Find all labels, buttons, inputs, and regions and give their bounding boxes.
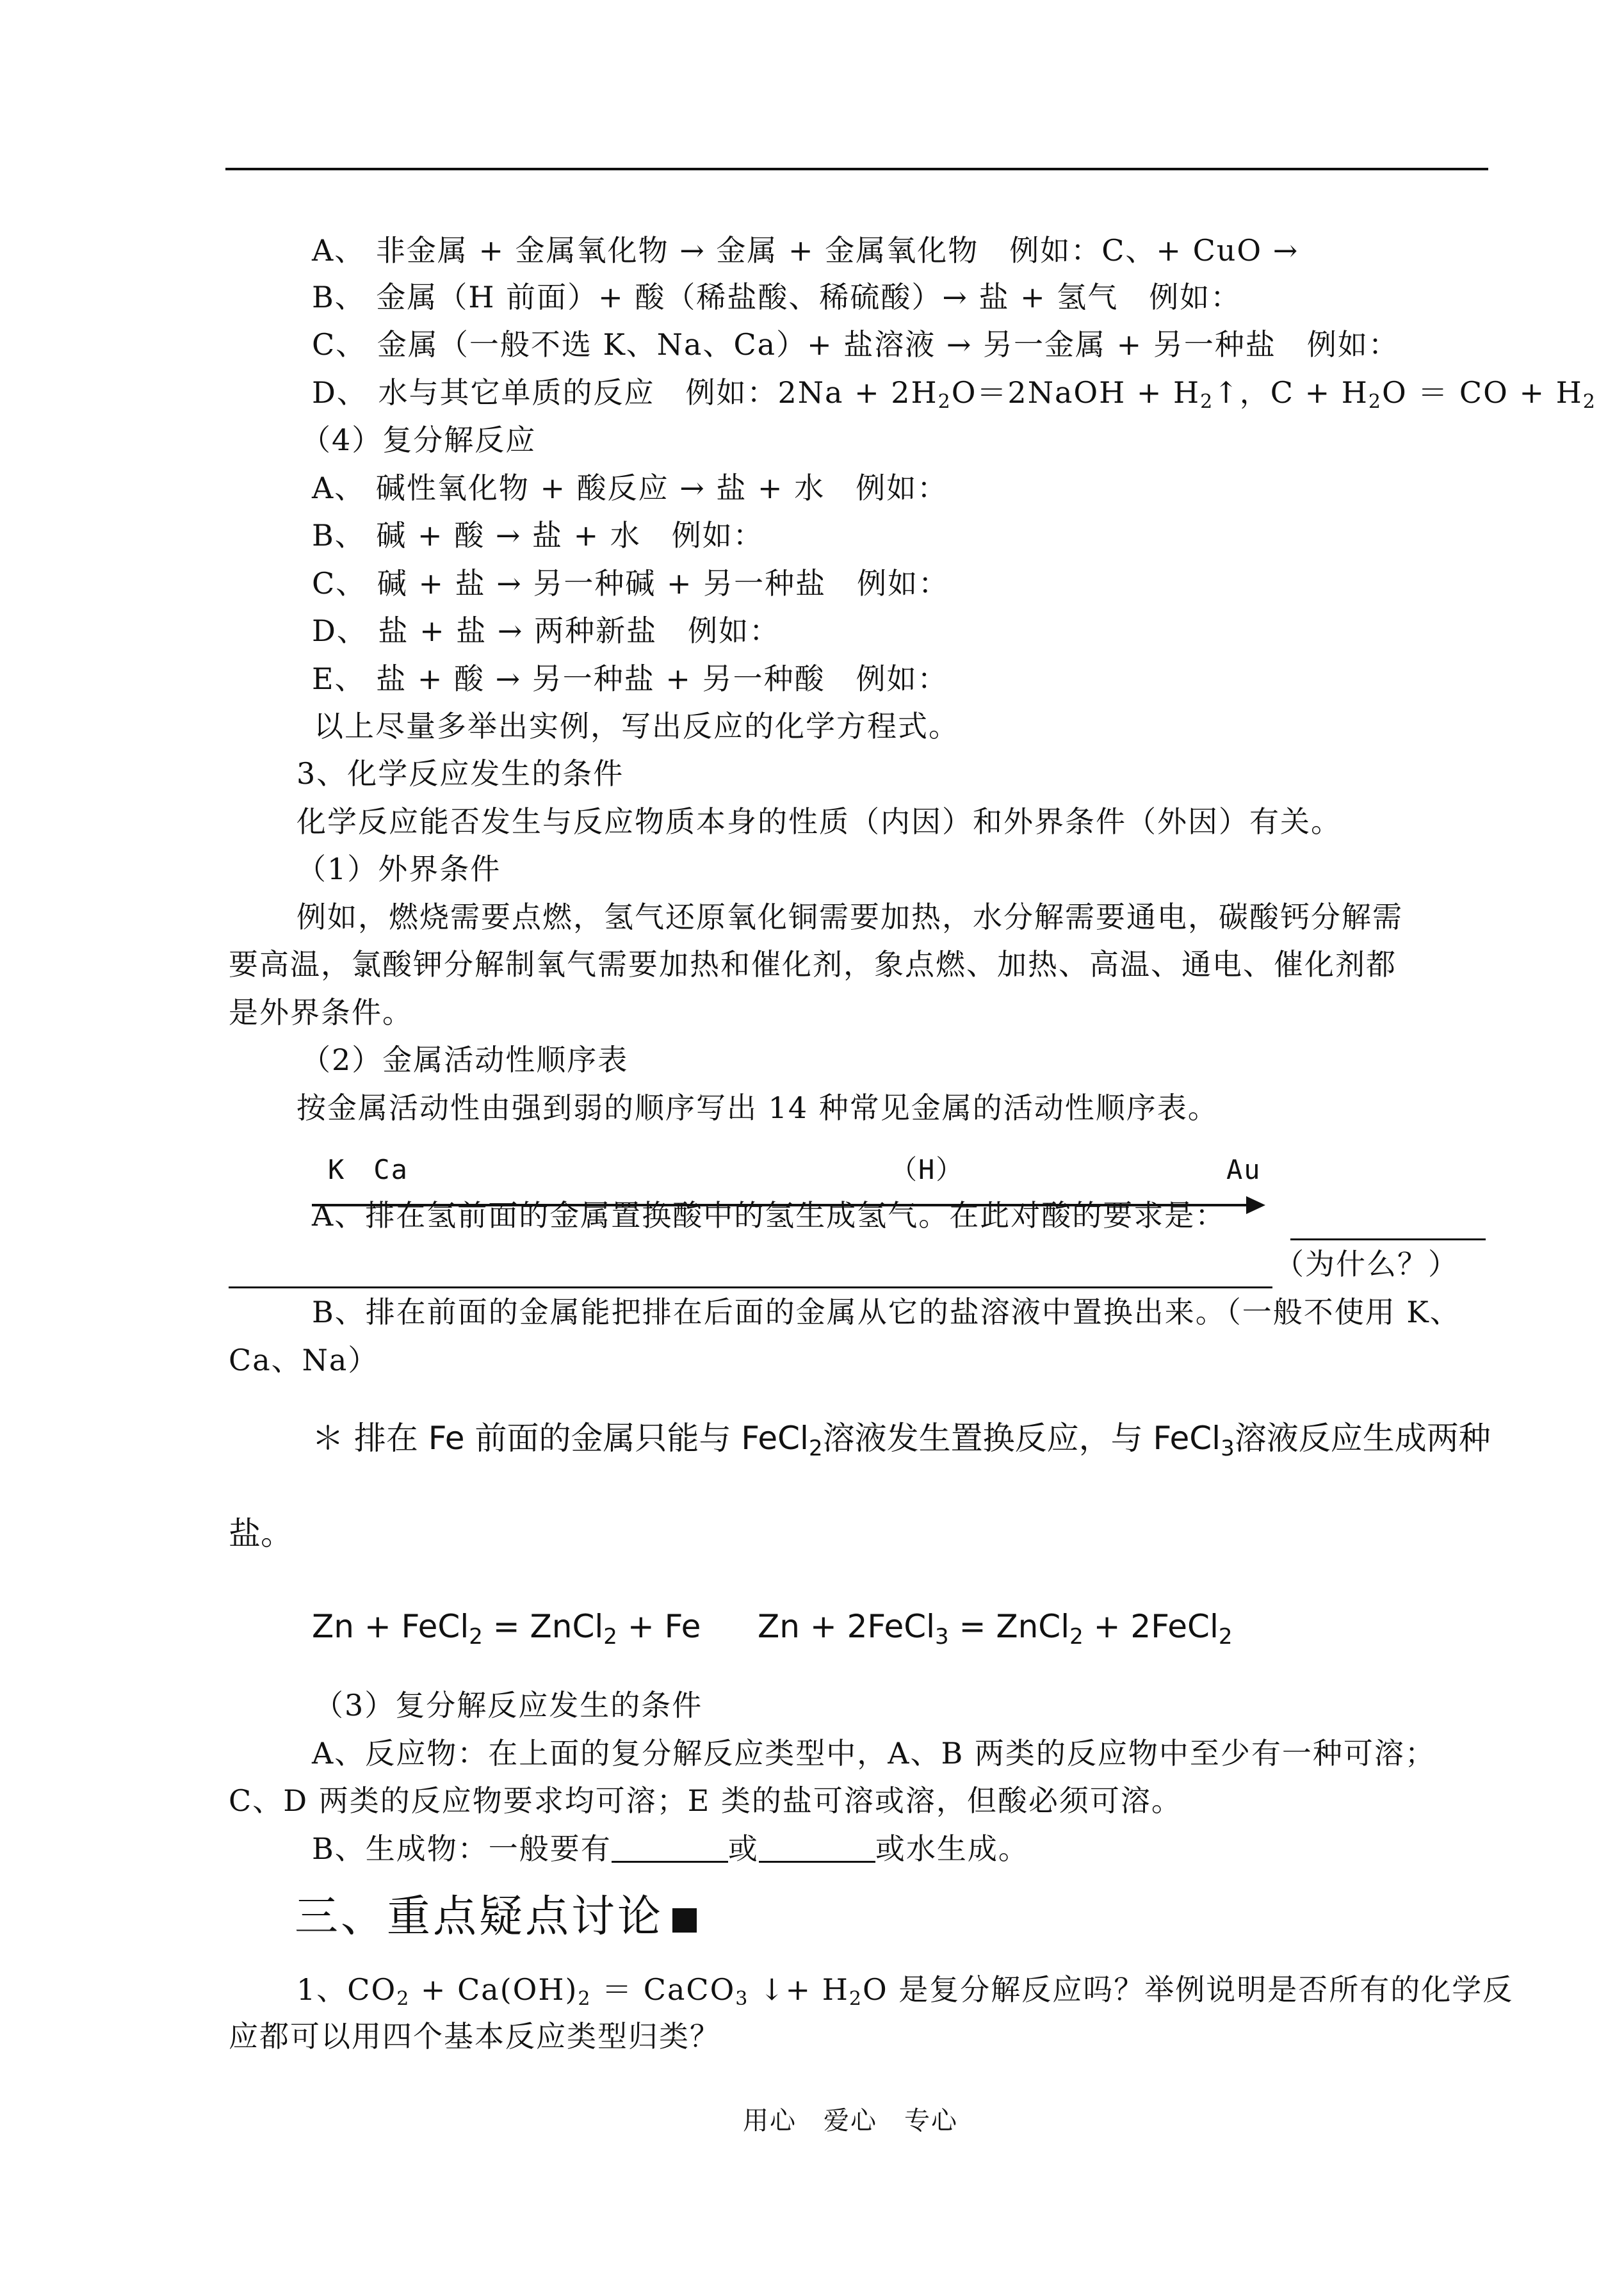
line-b1: B、 金属（H 前面）+ 酸（稀盐酸、稀硫酸）→ 盐 + 氢气 例如： (312, 280, 1242, 314)
reactant-line-2: C、D 两类的反应物要求均可溶；E 类的盐可溶或溶，但酸必须可溶。 (229, 1783, 1182, 1818)
answer-blank[interactable] (229, 1286, 1272, 1288)
subscript: 2 (578, 1988, 592, 2010)
question-a: A、排在氢前面的金属置换酸中的氢生成氢气。在此对酸的要求是： (312, 1198, 1226, 1233)
line-a2: A、 碱性氧化物 + 酸反应 → 盐 + 水 例如： (312, 471, 948, 505)
line-d1-text: O＝2NaOH + H (951, 375, 1201, 410)
line-d1-text: D、 水与其它单质的反应 例如：2Na + 2H (312, 375, 938, 410)
answer-blank[interactable] (1290, 1238, 1486, 1240)
question-text: ↓+ H (749, 1972, 849, 2007)
question-text: ＝ CaCO (591, 1972, 736, 2007)
paragraph-2a: 例如，燃烧需要点燃，氢气还原氧化铜需要加热，水分解需要通电，碳酸钙分解需 (296, 900, 1403, 934)
series-label-h: （H） (890, 1154, 964, 1185)
line-c1: C、 金属（一般不选 K、Na、Ca）+ 盐溶液 → 另一金属 + 另一种盐 例如： (312, 327, 1399, 362)
subscript: 2 (1200, 391, 1214, 413)
subscript: 3 (735, 1988, 749, 2010)
line-a1: A、 非金属 + 金属氧化物 → 金属 + 金属氧化物 例如：C、+ CuO → (312, 233, 1299, 268)
line-d1-text: O ＝ CO + H (1381, 375, 1583, 410)
page-footer: 用心 爱心 专心 (743, 2106, 958, 2136)
equation-text: + Fe (617, 1608, 701, 1645)
star-note (312, 1419, 1491, 1468)
heading-3-3: （3）复分解反应发生的条件 (314, 1688, 703, 1723)
line-d2: D、 盐 + 盐 → 两种新盐 例如： (312, 613, 781, 648)
answer-blank[interactable] (612, 1831, 728, 1863)
equation-1 (312, 1607, 701, 1656)
equation-text: Zn + FeCl (312, 1608, 469, 1645)
series-label-kca: K Ca (328, 1154, 409, 1185)
equation-2 (758, 1607, 1232, 1656)
heading-3-1: （1）外界条件 (296, 852, 501, 886)
equation-text: = ZnCl (482, 1608, 604, 1645)
equation-text: Zn + 2FeCl (758, 1608, 936, 1645)
square-icon (672, 1908, 697, 1933)
equation-text: + 2FeCl (1083, 1608, 1219, 1645)
heading-3: 3、化学反应发生的条件 (296, 756, 624, 791)
question-text: + Ca(OH) (410, 1972, 578, 2007)
reactant-line-1: A、反应物：在上面的复分解反应类型中，A、B 两类的反应物中至少有一种可溶； (312, 1736, 1436, 1771)
paragraph-1: 化学反应能否发生与反应物质本身的性质（内因）和外界条件（外因）有关。 (296, 804, 1342, 839)
subscript: 2 (1218, 1624, 1233, 1650)
subscript: 2 (849, 1988, 863, 2010)
star-note-text: 溶液反应生成两种 (1234, 1420, 1491, 1457)
subscript: 3 (935, 1624, 949, 1650)
question-text: O 是复分解反应吗？举例说明是否所有的化学反 (862, 1972, 1514, 2007)
subscript: 2 (1582, 391, 1596, 413)
star-note-text: ＊ 排在 Fe 前面的金属只能与 FeCl (312, 1420, 809, 1457)
product-text: B、生成物：一般要有 (312, 1831, 612, 1866)
product-text: 或水生成。 (875, 1831, 1029, 1866)
line-c2: C、 碱 + 盐 → 另一种碱 + 另一种盐 例如： (312, 566, 950, 601)
product-line (312, 1829, 1029, 1868)
series-label-au: Au (1226, 1154, 1262, 1185)
question-b2: Ca、Na） (229, 1343, 379, 1377)
subscript: 2 (938, 391, 952, 413)
heading-3-2: （2）金属活动性顺序表 (301, 1042, 629, 1077)
question-1 (296, 1970, 1513, 2018)
subscript: 2 (1069, 1624, 1084, 1650)
section-title-text: 三、重点疑点讨论 (295, 1892, 664, 1942)
question-text: 1、CO (296, 1972, 397, 2007)
paragraph-2b: 要高温，氯酸钾分解制氧气需要加热和催化剂，象点燃、加热、高温、通电、催化剂都 (229, 947, 1397, 982)
why-text: （为什么？） (1274, 1247, 1459, 1281)
subscript: 2 (603, 1624, 617, 1650)
line-d1 (312, 373, 1596, 421)
answer-blank[interactable] (759, 1831, 875, 1863)
star-note-2: 盐。 (229, 1515, 293, 1552)
product-text: 或 (727, 1831, 759, 1866)
heading-4: （4）复分解反应 (301, 423, 537, 457)
note-line: 以上尽量多举出实例，写出反应的化学方程式。 (314, 709, 959, 743)
subscript: 2 (1368, 391, 1382, 413)
question-b1: B、排在前面的金属能把排在后面的金属从它的盐溶液中置换出来。（一般不使用 K、 (312, 1295, 1461, 1329)
paragraph-2c: 是外界条件。 (229, 995, 413, 1030)
section-title (295, 1890, 697, 1944)
question-1-cont: 应都可以用四个基本反应类型归类？ (229, 2019, 720, 2054)
line-e2: E、 盐 + 酸 → 另一种盐 + 另一种酸 例如： (312, 661, 948, 696)
subscript: 2 (396, 1988, 410, 2010)
subscript: 2 (469, 1624, 483, 1650)
star-note-text: 溶液发生置换反应，与 FeCl (822, 1420, 1221, 1457)
arrow-head-icon (1246, 1196, 1265, 1214)
header-rule (225, 168, 1488, 170)
subscript: 2 (808, 1436, 823, 1461)
subscript: 3 (1221, 1436, 1235, 1461)
line-d1-text: ↑，C + H (1214, 375, 1368, 410)
paragraph-3: 按金属活动性由强到弱的顺序写出 14 种常见金属的活动性顺序表。 (296, 1091, 1219, 1125)
equation-text: = ZnCl (948, 1608, 1070, 1645)
line-b2: B、 碱 + 酸 → 盐 + 水 例如： (312, 518, 764, 553)
